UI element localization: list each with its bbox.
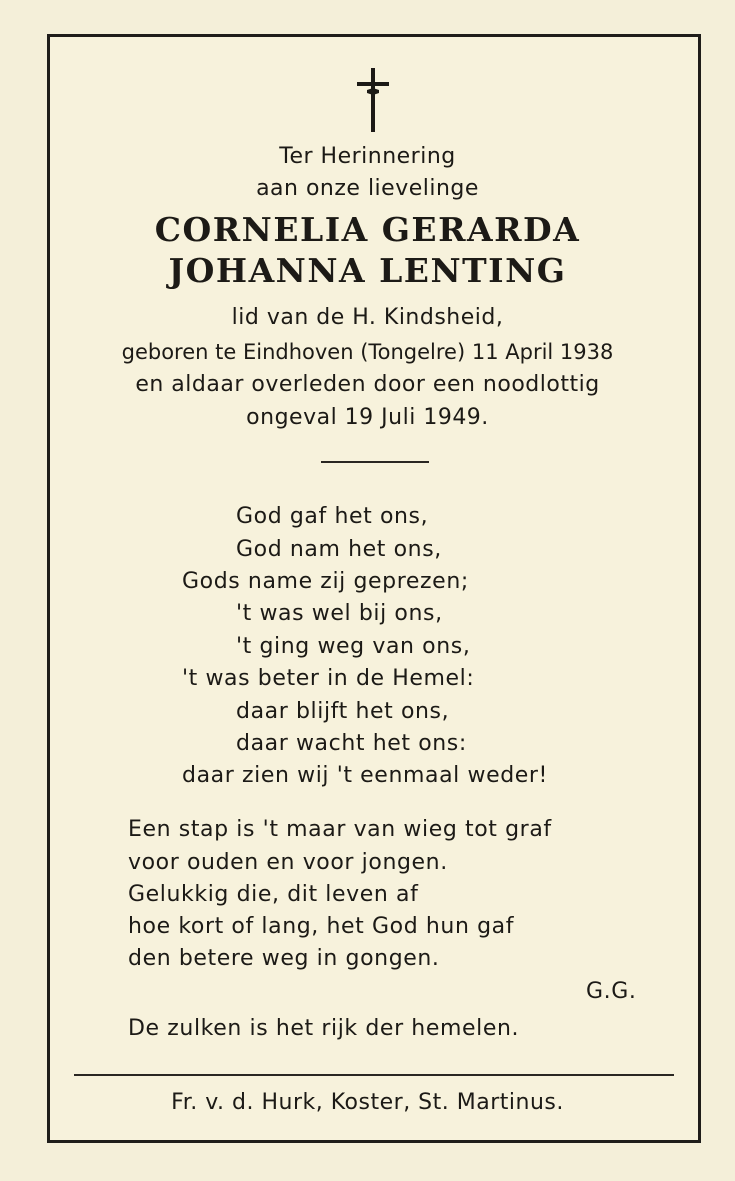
deceased-name-line-2: JOHANNA LENTING [168,251,567,290]
info-line-4: ongeval 19 Juli 1949. [246,405,489,430]
poem1-line-6: 't was beter in de Hemel: [182,666,475,691]
cross-icon [355,68,391,132]
poem1-line-2: God nam het ons, [236,537,442,562]
poem1-line-4: 't was wel bij ons, [236,601,443,626]
info-line-2: geboren te Eindhoven (Tongelre) 11 April 1938 [121,340,614,364]
closing-verse: De zulken is het rijk der hemelen. [128,1016,520,1041]
poem2-line-3: Gelukkig die, dit leven af [128,882,419,907]
poem2-line-4: hoe kort of lang, het God hun gaf [128,914,515,939]
poem1-line-3: Gods name zij geprezen; [182,569,469,594]
poem2-line-1: Een stap is 't maar van wieg tot graf [128,817,552,842]
poem1-line-9: daar zien wij 't eenmaal weder! [182,763,548,788]
separator-line [321,461,429,463]
poem1-line-7: daar blijft het ons, [236,699,450,724]
poem2-line-2: voor ouden en voor jongen. [128,850,448,875]
info-line-1: lid van de H. Kindsheid, [231,305,504,330]
intro-line-2: aan onze lievelinge [256,176,479,201]
intro-line-1: Ter Herinnering [279,144,456,169]
printer-credit: Fr. v. d. Hurk, Koster, St. Martinus. [171,1090,564,1115]
footer-rule [74,1074,674,1076]
author-initials: G.G. [586,979,637,1004]
deceased-name-line-1: CORNELIA GERARDA [154,210,581,249]
poem1-line-1: God gaf het ons, [236,504,429,529]
poem2-line-5: den betere weg in gongen. [128,946,440,971]
info-line-3: en aldaar overleden door een noodlottig [135,372,600,397]
poem1-line-8: daar wacht het ons: [236,731,467,756]
poem1-line-5: 't ging weg van ons, [236,634,471,659]
